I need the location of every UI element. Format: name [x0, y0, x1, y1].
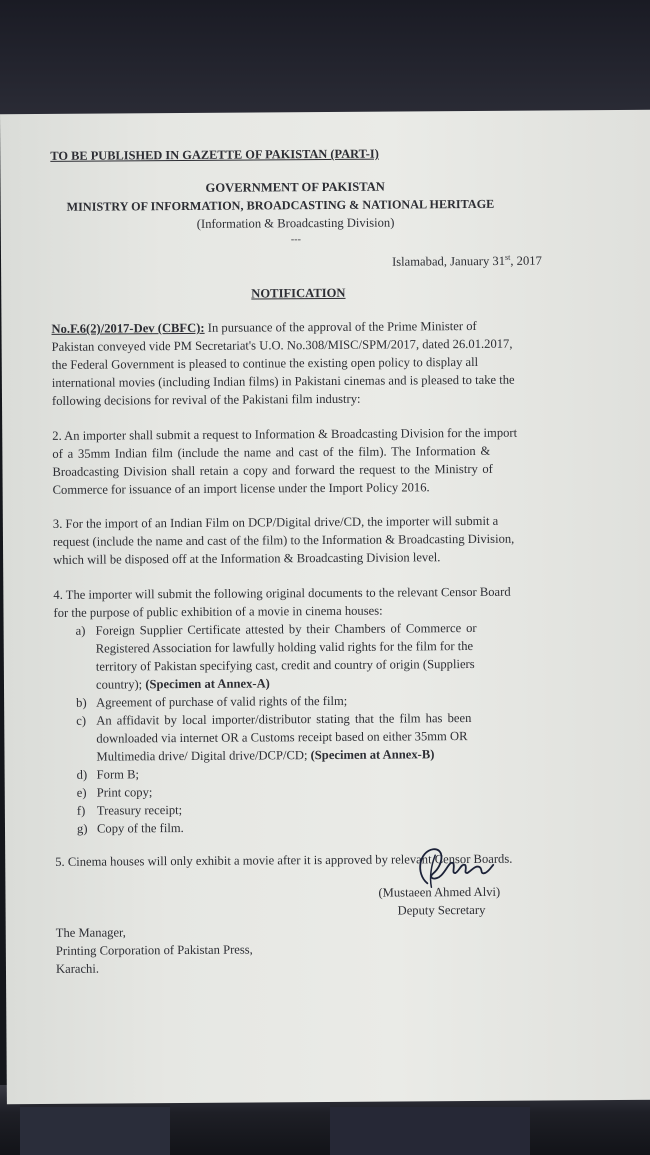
para3-line2: request (include the name and cast of the film) to the Information & Broadcasting Division,	[52, 531, 515, 549]
addressee-line2: Printing Corporation of Pakistan Press,	[55, 942, 253, 958]
para1-line5: following decisions for revival of the Pakistani film industry:	[51, 391, 361, 408]
ministry-heading: MINISTRY OF INFORMATION, BROADCASTING & NATIONAL HERITAGE	[66, 196, 495, 214]
item-a-line3: territory of Pakistan specifying cast, credit and country of origin (Suppliers	[95, 656, 475, 674]
government-heading: GOVERNMENT OF PAKISTAN	[205, 179, 385, 195]
item-g-marker: g)	[76, 821, 88, 836]
item-b-marker: b)	[76, 695, 87, 710]
signatory-designation: Deputy Secretary	[397, 902, 486, 918]
para3-line3: which will be disposed off at the Information & Broadcasting Division level.	[53, 550, 441, 567]
annex-b-reference: (Specimen at Annex-B)	[310, 747, 435, 763]
para4-line2: for the purpose of public exhibition of a movie in cinema houses:	[53, 603, 383, 620]
item-d-marker: d)	[76, 767, 88, 782]
annex-a-reference: (Specimen at Annex-A)	[145, 676, 270, 692]
item-a-line2: Registered Association for lawfully holding valid rights for the film for the	[95, 638, 474, 656]
para1-line2: Pakistan conveyed vide PM Secretariat's U.O. No.308/MISC/SPM/2017, dated 26.01.2017,	[51, 336, 513, 354]
para2-line1: 2. An importer shall submit a request to Information & Broadcasting Division for the import	[52, 425, 518, 443]
addressee-line3: Karachi.	[55, 961, 100, 976]
gazette-heading: TO BE PUBLISHED IN GAZETTE OF PAKISTAN (PART-I)	[50, 146, 379, 163]
para1-line1	[51, 318, 551, 336]
separator: ---	[290, 234, 301, 246]
item-c-text: Multimedia drive/ Digital drive/DCP/CD;	[96, 748, 308, 764]
para4-line1: 4. The importer will submit the following original documents to the relevant Censor Board	[53, 584, 511, 602]
background-top	[0, 0, 650, 120]
para1-text: In pursuance of the approval of the Prime Minister of	[207, 318, 477, 335]
background-stripe	[330, 1107, 530, 1155]
para3-line1: 3. For the import of an Indian Film on DCP/Digital drive/CD, the importer will submit a	[52, 513, 499, 531]
item-d-line1: Form B;	[96, 767, 140, 782]
place-date-text: Islamabad, January 31	[391, 253, 506, 269]
para2-line4: Commerce for issuance of an import license under the Import Policy 2016.	[52, 480, 430, 497]
item-a-line4	[96, 676, 270, 692]
item-e-marker: e)	[76, 785, 87, 800]
item-a-marker: a)	[75, 623, 86, 638]
item-c-marker: c)	[76, 713, 87, 728]
date-year: , 2017	[510, 253, 542, 268]
para2-line3: Broadcasting Division shall retain a copy and forward the request to the Ministry of	[52, 461, 493, 479]
document-page	[0, 110, 650, 1105]
item-c-line2: downloaded via internet OR a Customs receipt based on either 35mm OR	[96, 729, 468, 746]
para1-line4: international movies (including Indian films) in Pakistani cinemas and is pleased to take the	[51, 372, 515, 390]
place-date	[392, 249, 542, 269]
item-a-text: country);	[95, 677, 143, 692]
background-stripe	[20, 1107, 170, 1155]
item-c-line1: An affidavit by local importer/distributor stating that the film has been	[96, 710, 472, 728]
date-superscript: st	[504, 252, 511, 262]
item-a-line1: Foreign Supplier Certificate attested by their Chambers of Commerce or	[95, 620, 477, 638]
para1-line3: the Federal Government is pleased to continue the existing open policy to display all	[51, 354, 479, 372]
item-e-line1: Print copy;	[96, 785, 153, 800]
reference-number: No.F.6(2)/2017-Dev (CBFC):	[51, 320, 205, 336]
para5-line1: 5. Cinema houses will only exhibit a movie after it is approved by relevant Censor Boards.	[55, 851, 513, 869]
item-c-line3	[96, 747, 434, 764]
signatory-name: (Mustaeen Ahmed Alvi)	[378, 884, 501, 900]
item-f-marker: f)	[76, 803, 86, 818]
division-heading: (Information & Broadcasting Division)	[196, 215, 395, 231]
para2-line2: of a 35mm Indian film (include the name and cast of the film). The Information &	[52, 443, 491, 461]
item-b-line1: Agreement of purchase of valid rights of the film;	[96, 693, 348, 710]
notification-title: NOTIFICATION	[251, 285, 346, 301]
addressee-line1: The Manager,	[55, 925, 126, 940]
item-g-line1: Copy of the film.	[96, 821, 184, 836]
item-f-line1: Treasury receipt;	[96, 803, 183, 818]
